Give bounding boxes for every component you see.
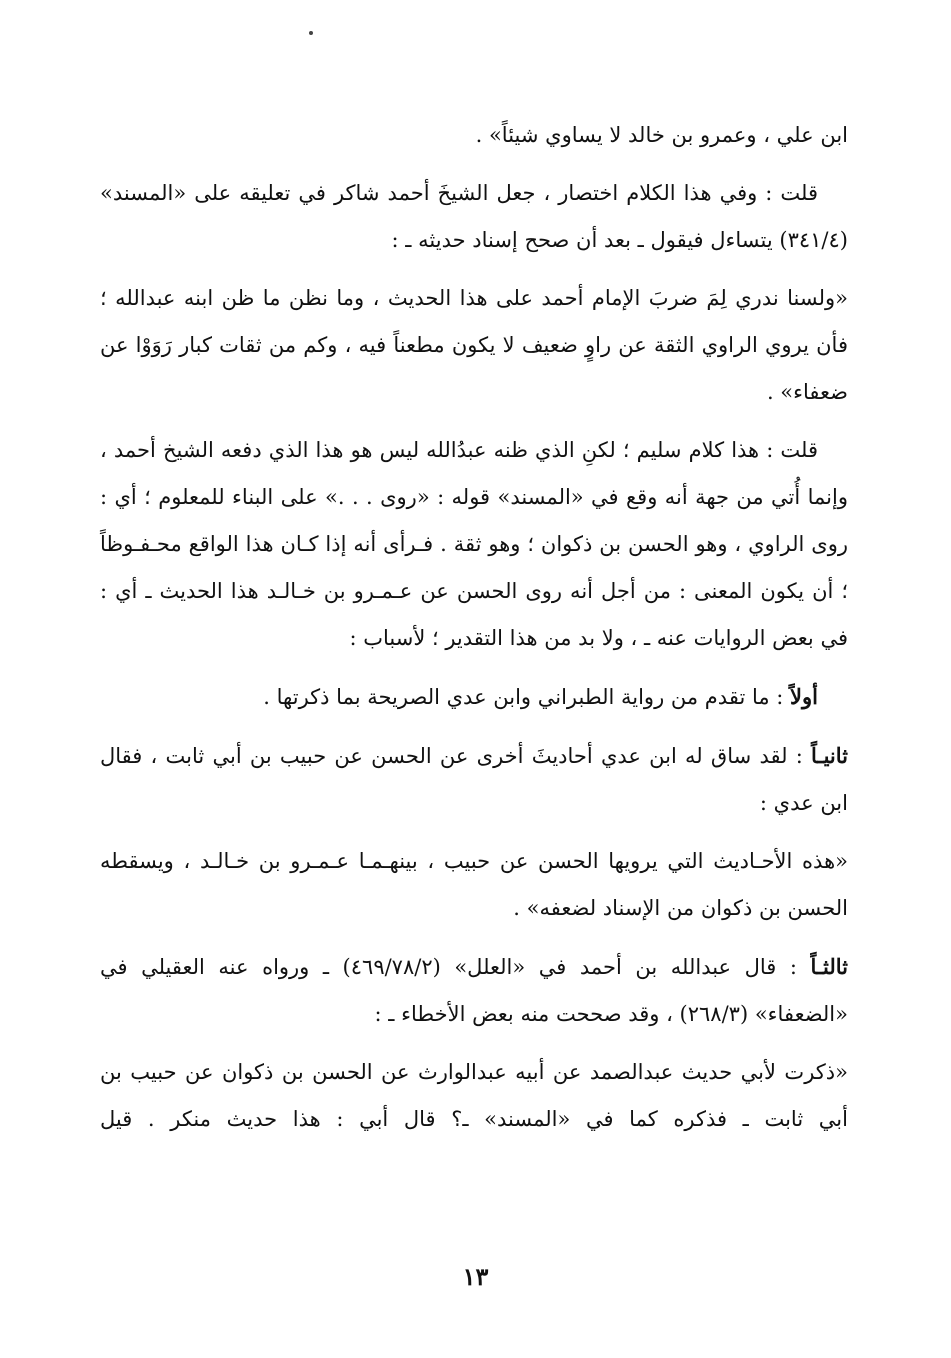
paragraph-9-quote xyxy=(100,1049,848,1143)
paragraph-6-second-reason xyxy=(100,732,848,827)
paragraph-text: : لقد ساق له ابن عدي أحاديثَ أخرى عن الحسن عن حبيب بن أبي ثابت ، فقال ابن عدي : xyxy=(100,744,848,815)
paragraph-text: : ما تقدم من رواية الطبراني وابن عدي الصريحة بما ذكرتها . xyxy=(263,685,791,709)
page-number: ١٣ xyxy=(462,1262,489,1291)
paragraph-text: «ذكرت لأبي حديث عبدالصمد عن أبيه عبدالوارث عن الحسن بن ذكوان عن حبيب بن أبي ثابت ـ فذكره كما في «المسند» ـ؟ قال أبي : هذا حديث منكر . قيل xyxy=(100,1060,848,1131)
paragraph-text: قلت : وفي هذا الكلام اختصار ، جعل الشيخَ أحمد شاكر في تعليقه على «المسند» (٣٤١/٤) يتساءل فيقول ـ بعد أن صحح إسناد حديثه ـ : xyxy=(100,181,848,252)
paragraph-3-quote xyxy=(100,275,848,416)
paragraph-7-quote xyxy=(100,838,848,932)
print-speck xyxy=(309,31,313,35)
paragraph-text: ابن علي ، وعمرو بن خالد لا يساوي شيئاً» . xyxy=(475,123,848,147)
paragraph-text: «ولسنا ندري لِمَ ضربَ الإمام أحمد على هذا الحديث ، وما نظن ما ظن ابنه عبدالله ؛ فأن يروي الراوي الثقة عن راوٍ ضعيف لا يكون مطعناً فيه ، وكم من ثقات كبار رَوَوْا عن ضعفاء» . xyxy=(100,286,848,404)
paragraph-lead: أولاً xyxy=(790,684,818,709)
page-body xyxy=(100,112,848,1154)
paragraph-8-third-reason xyxy=(100,943,848,1038)
paragraph-text: قلت : هذا كلام سليم ؛ لكنِ الذي ظنه عبدُالله ليس هو هذا الذي دفعه الشيخ أحمد ، وإنما أُتي من جهة أنه وقع في «المسند» قوله : «روى . . .» على البناء للمعلوم ؛ أي : روى الراوي ، وهو الحسن بن ذكوان ؛ وهو ثقة . فـرأى أنه إذا كـان هذا الواقع محـفـوظاً ؛ أن يكون المعنى : من أجل أنه روى الحسن عن عـمـرو بن خـالـد هذا الحديث ـ أي : في بعض الروايات عنه ـ ، ولا بد من هذا التقدير ؛ لأسباب : xyxy=(100,438,848,650)
paragraph-lead: ثالثـاً xyxy=(810,954,849,979)
paragraph-text: «هذه الأحـاديث التي يرويها الحسن عن حبيب ، بينهـمـا عـمـرو بن خـالـد ، ويسقطه الحسن بن ذكوان من الإسناد لضعفه» . xyxy=(100,849,848,920)
paragraph-lead: ثانيـاً xyxy=(811,743,848,768)
paragraph-4 xyxy=(100,427,848,662)
paragraph-5-first-reason xyxy=(100,673,848,721)
paragraph-text: : قال عبدالله بن أحمد في «العلل» (٤٦٩/٧٨/٢) ـ ورواه عنه العقيلي في «الضعفاء» (٢٦٨/٣) ، وقد صححت منه بعض الأخطاء ـ : xyxy=(100,955,848,1026)
paragraph-1 xyxy=(100,112,848,159)
paragraph-2 xyxy=(100,170,848,264)
